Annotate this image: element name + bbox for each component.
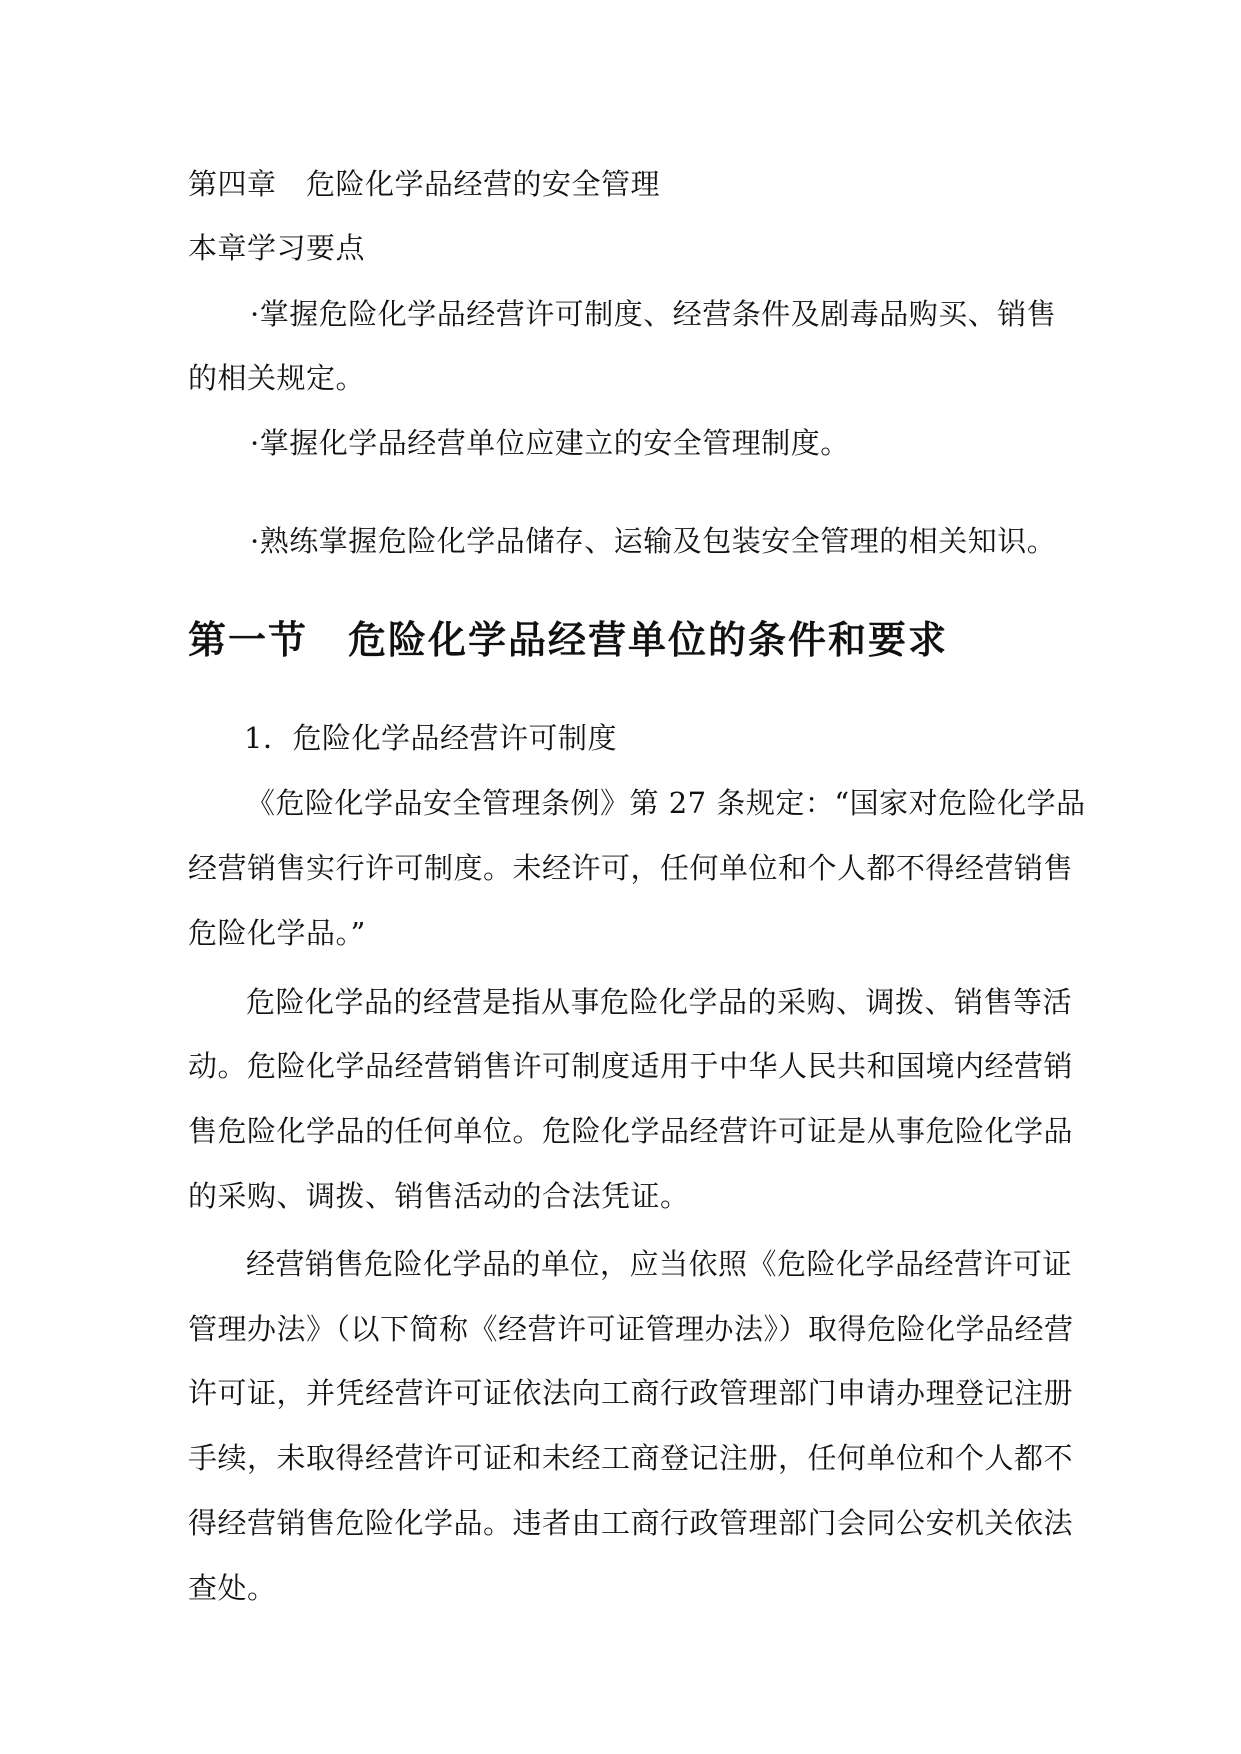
paragraph-3-line-3: 许可证，并凭经营许可证依法向工商行政管理部门申请办理登记注册 <box>188 1376 1074 1410</box>
paragraph-1-line-2: 经营销售实行许可制度。未经许可，任何单位和个人都不得经营销售 <box>188 851 1074 885</box>
paragraph-1-line-1: 《危险化学品安全管理条例》第 27 条规定：“国家对危险化学品 <box>246 786 1086 820</box>
chapter-subtitle: 本章学习要点 <box>188 231 366 265</box>
key-point-1-line-1: ·掌握危险化学品经营许可制度、经营条件及剧毒品购买、销售 <box>250 297 1057 331</box>
key-point-3: ·熟练掌握危险化学品储存、运输及包装安全管理的相关知识。 <box>250 524 1057 558</box>
key-point-1-line-2: 的相关规定。 <box>188 361 366 395</box>
paragraph-3-line-5: 得经营销售危险化学品。违者由工商行政管理部门会同公安机关依法 <box>188 1506 1074 1540</box>
chapter-title: 第四章 危险化学品经营的安全管理 <box>188 167 661 201</box>
section-title: 第一节 危险化学品经营单位的条件和要求 <box>188 617 949 662</box>
paragraph-2-line-2: 动。危险化学品经营销售许可制度适用于中华人民共和国境内经营销 <box>188 1049 1074 1083</box>
paragraph-1-line-3: 危险化学品。” <box>188 916 366 950</box>
paragraph-3-line-6: 查处。 <box>188 1571 277 1605</box>
key-point-2: ·掌握化学品经营单位应建立的安全管理制度。 <box>250 426 850 460</box>
paragraph-2-line-3: 售危险化学品的任何单位。危险化学品经营许可证是从事危险化学品 <box>188 1114 1074 1148</box>
paragraph-3-line-1: 经营销售危险化学品的单位，应当依照《危险化学品经营许可证 <box>246 1247 1073 1281</box>
paragraph-2-line-4: 的采购、调拨、销售活动的合法凭证。 <box>188 1179 690 1213</box>
paragraph-3-line-2: 管理办法》（以下简称《经营许可证管理办法》）取得危险化学品经营 <box>188 1312 1074 1346</box>
subsection-title: 1．危险化学品经营许可制度 <box>244 721 617 755</box>
paragraph-2-line-1: 危险化学品的经营是指从事危险化学品的采购、调拨、销售等活 <box>246 985 1073 1019</box>
paragraph-3-line-4: 手续，未取得经营许可证和未经工商登记注册，任何单位和个人都不 <box>188 1441 1074 1475</box>
